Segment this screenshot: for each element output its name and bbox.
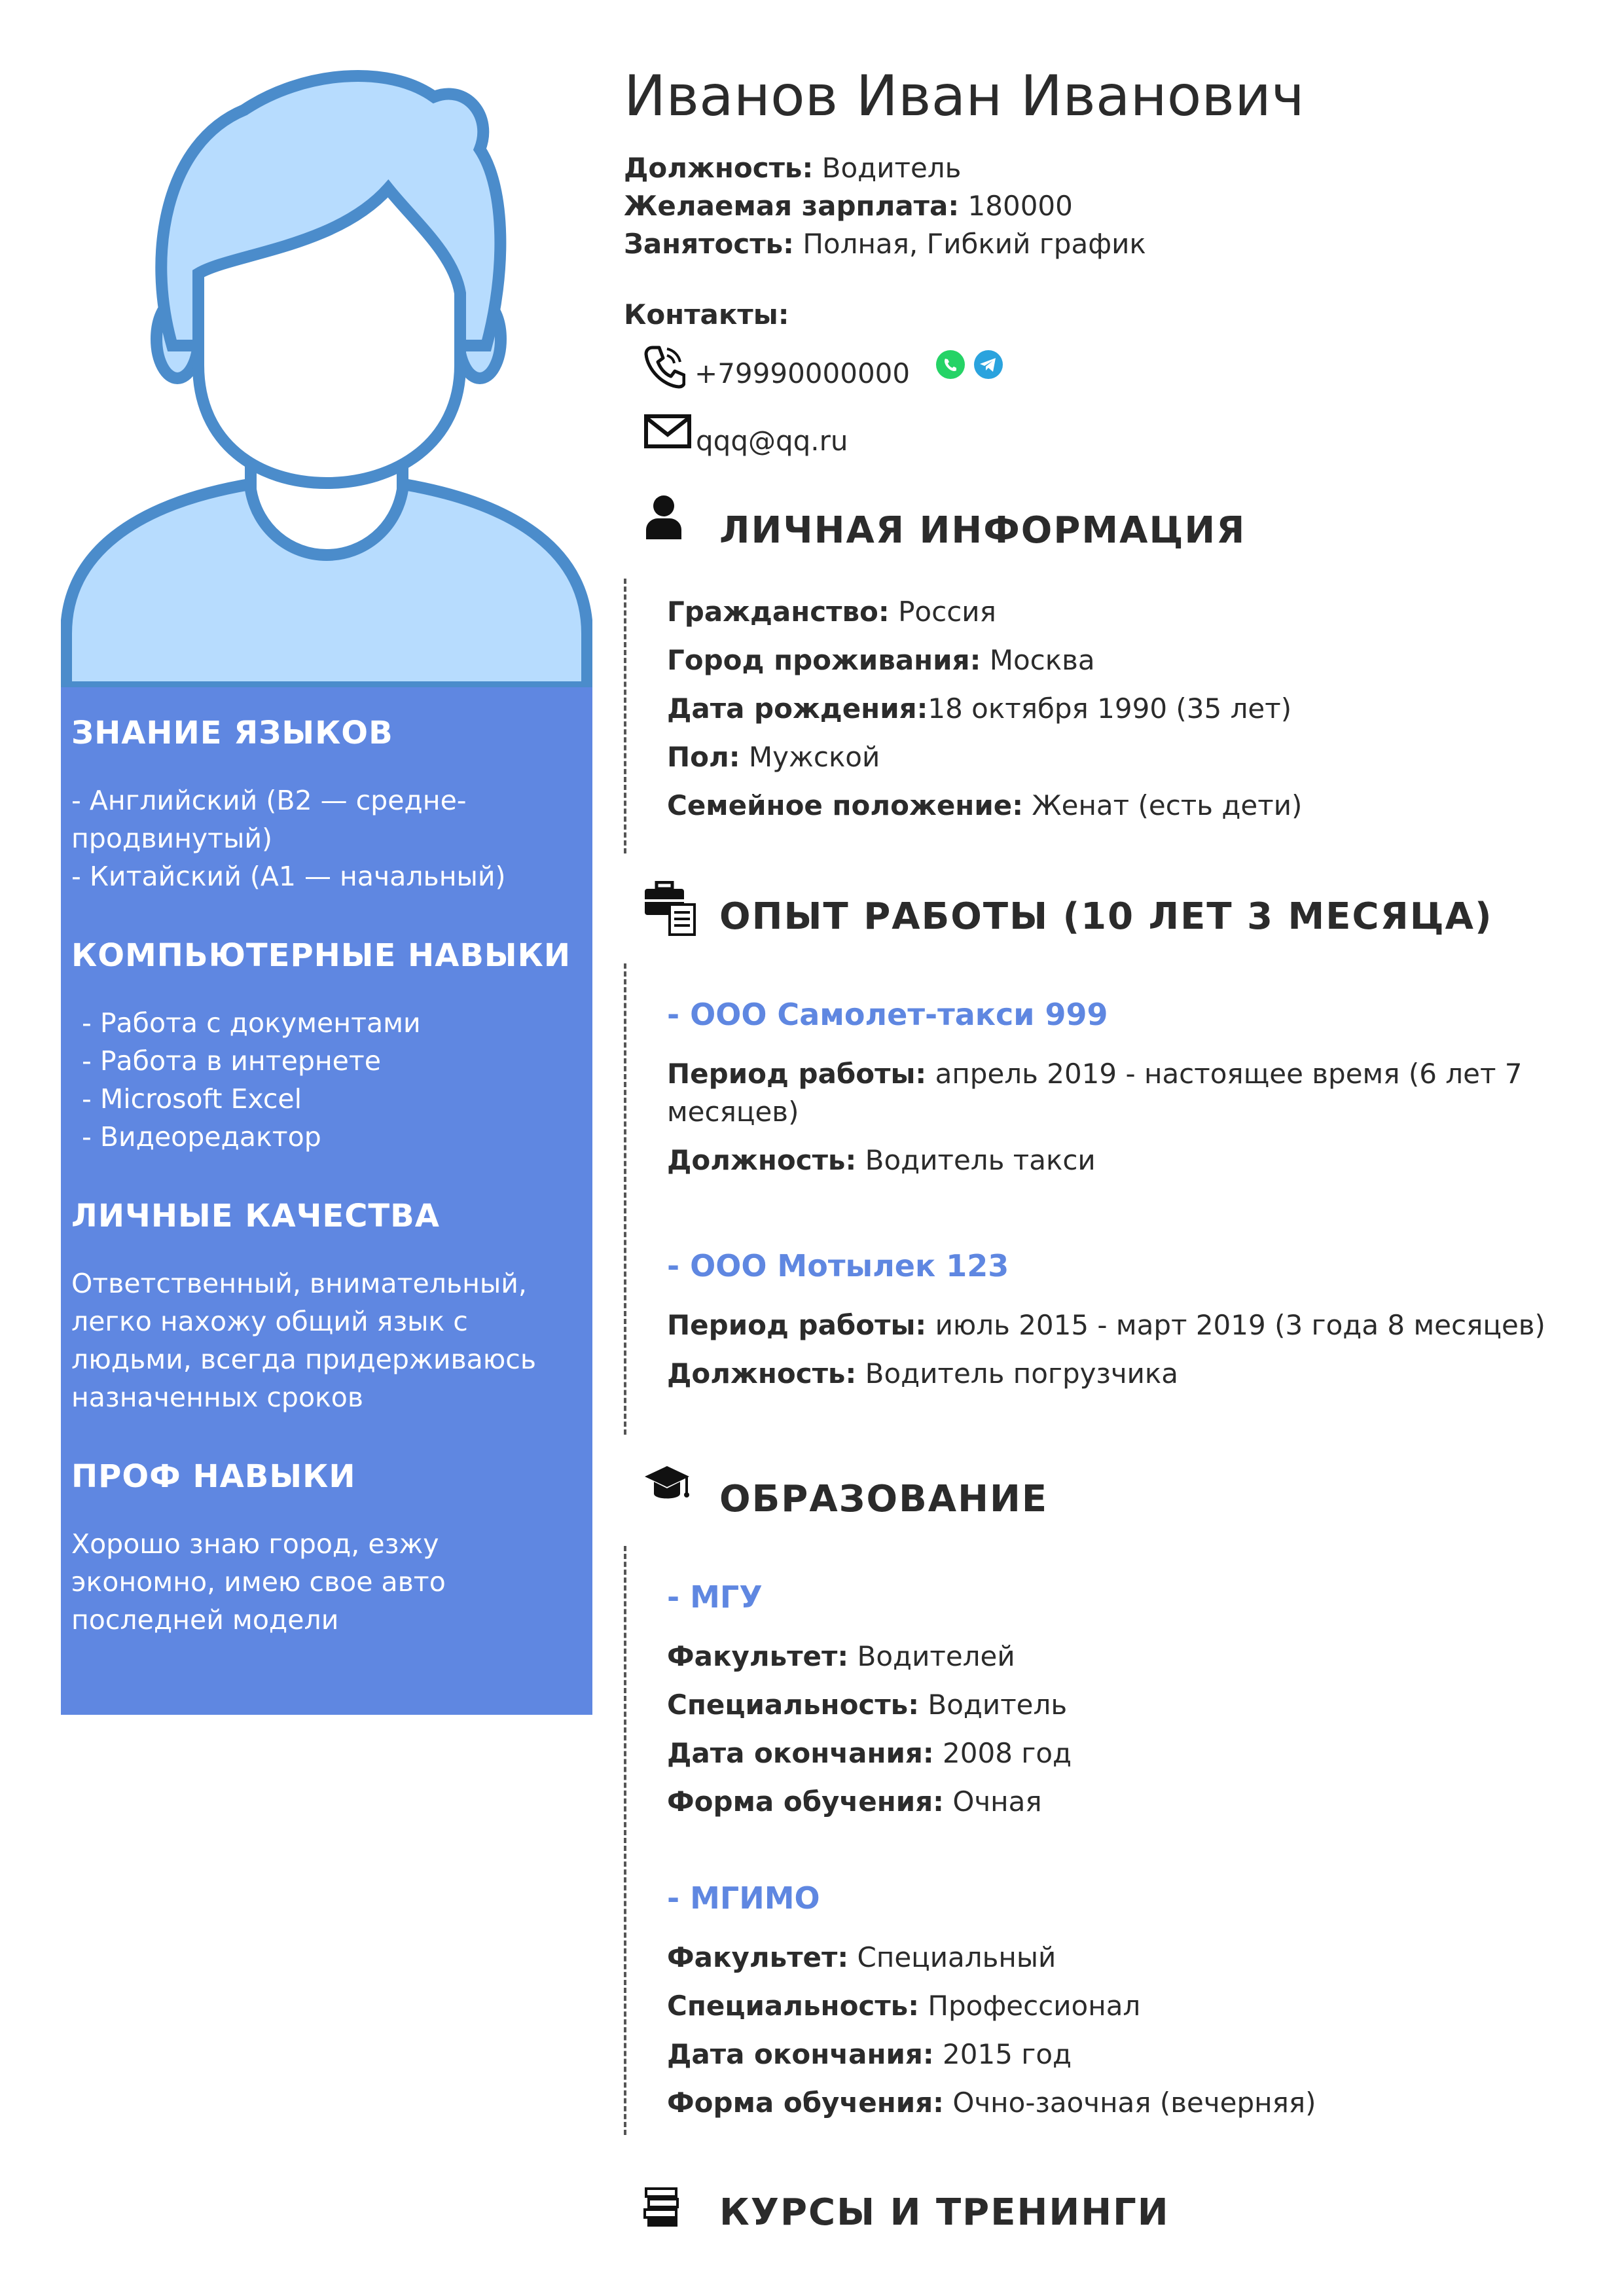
personal-section-title: ЛИЧНАЯ ИНФОРМАЦИЯ bbox=[719, 509, 1246, 552]
citizenship-value: Россия bbox=[898, 596, 996, 628]
job-period-label: Период работы: bbox=[667, 1309, 927, 1341]
edu-form-label: Форма обучения: bbox=[667, 2087, 944, 2119]
edu-spec-value: Профессионал bbox=[928, 1990, 1141, 2022]
edu-org: - МГИМО bbox=[667, 1880, 820, 1916]
timeline-line bbox=[624, 1546, 626, 2135]
edu-spec-line bbox=[667, 1987, 1140, 2025]
job-position-line bbox=[667, 1141, 1096, 1179]
prof-line: последней модели bbox=[71, 1604, 339, 1636]
family-label: Семейное положение: bbox=[667, 789, 1024, 821]
job-org: - ООО Мотылек 123 bbox=[667, 1248, 1009, 1283]
edu-faculty-line bbox=[667, 1638, 1015, 1676]
phone-row bbox=[643, 340, 1004, 393]
contacts-label: Контакты: bbox=[624, 298, 789, 331]
family-value: Женат (есть дети) bbox=[1032, 789, 1303, 821]
edu-spec-value: Водитель bbox=[928, 1689, 1068, 1721]
list-item: - Работа в интернете bbox=[82, 1045, 382, 1077]
phone-number[interactable]: +79990000000 bbox=[695, 357, 911, 389]
job-org: - ООО Самолет-такси 999 bbox=[667, 997, 1108, 1032]
edu-spec-label: Специальность: bbox=[667, 1990, 920, 2022]
salary-label: Желаемая зарплата: bbox=[624, 190, 960, 222]
edu-spec-label: Специальность: bbox=[667, 1689, 920, 1721]
employment-value: Полная, Гибкий график bbox=[803, 228, 1146, 260]
computer-skills-title: КОМПЬЮТЕРНЫЕ НАВЫКИ bbox=[71, 937, 571, 974]
avatar bbox=[61, 58, 592, 687]
job-position-label: Должность: bbox=[667, 1357, 857, 1390]
books-icon bbox=[643, 2186, 680, 2228]
citizenship-line bbox=[667, 593, 996, 631]
prof-skills-title: ПРОФ НАВЫКИ bbox=[71, 1458, 356, 1495]
job-position-label: Должность: bbox=[667, 1144, 857, 1176]
timeline-line bbox=[624, 579, 626, 853]
edu-faculty-label: Факультет: bbox=[667, 1941, 849, 1973]
salary-line bbox=[624, 187, 1073, 225]
job-period-value: июль 2015 - март 2019 (3 года 8 месяцев) bbox=[935, 1309, 1545, 1341]
edu-faculty-line bbox=[667, 1939, 1056, 1977]
edu-form-line bbox=[667, 1783, 1042, 1821]
position-value: Водитель bbox=[821, 152, 962, 184]
gender-label: Пол: bbox=[667, 741, 740, 773]
edu-end-line bbox=[667, 2036, 1072, 2073]
edu-form-label: Форма обучения: bbox=[667, 1785, 944, 1818]
job-period-line bbox=[667, 1306, 1545, 1344]
user-icon bbox=[643, 495, 684, 541]
city-value: Москва bbox=[989, 644, 1095, 676]
qualities-line: назначенных сроков bbox=[71, 1382, 364, 1413]
edu-form-line bbox=[667, 2084, 1316, 2122]
citizenship-label: Гражданство: bbox=[667, 596, 890, 628]
list-item: - Видеоредактор bbox=[82, 1121, 321, 1153]
languages-title: ЗНАНИЕ ЯЗЫКОВ bbox=[71, 715, 393, 751]
prof-line: экономно, имею свое авто bbox=[71, 1566, 446, 1598]
qualities-line: Ответственный, внимательный, bbox=[71, 1268, 527, 1299]
edu-faculty-value: Специальный bbox=[857, 1941, 1056, 1973]
job-position-value: Водитель погрузчика bbox=[865, 1357, 1179, 1390]
envelope-icon bbox=[643, 414, 692, 450]
job-period-label: Период работы: bbox=[667, 1058, 927, 1090]
edu-faculty-value: Водителей bbox=[857, 1640, 1015, 1672]
employment-label: Занятость: bbox=[624, 228, 794, 260]
edu-form-value: Очно-заочная (вечерняя) bbox=[952, 2087, 1316, 2119]
full-name: Иванов Иван Иванович bbox=[624, 63, 1305, 129]
whatsapp-icon[interactable] bbox=[935, 349, 966, 380]
list-item: - Microsoft Excel bbox=[82, 1083, 302, 1115]
prof-skills-text bbox=[71, 1525, 582, 1639]
languages-text bbox=[71, 781, 582, 895]
city-label: Город проживания: bbox=[667, 644, 981, 676]
edu-end-value: 2015 год bbox=[943, 2038, 1072, 2070]
edu-org: - МГУ bbox=[667, 1579, 763, 1615]
timeline-line bbox=[624, 963, 626, 1435]
job-position-value: Водитель такси bbox=[865, 1144, 1096, 1176]
courses-section-title: КУРСЫ И ТРЕНИНГИ bbox=[719, 2191, 1170, 2234]
birth-label: Дата рождения: bbox=[667, 692, 928, 725]
qualities-line: легко нахожу общий язык с bbox=[71, 1306, 468, 1337]
qualities-line: людьми, всегда придерживаюсь bbox=[71, 1344, 537, 1375]
education-section-title: ОБРАЗОВАНИЕ bbox=[719, 1478, 1049, 1520]
phone-icon bbox=[643, 344, 685, 389]
birth-value: 18 октября 1990 (35 лет) bbox=[928, 692, 1292, 725]
edu-end-label: Дата окончания: bbox=[667, 2038, 934, 2070]
salary-value: 180000 bbox=[967, 190, 1073, 222]
gender-line bbox=[667, 738, 880, 776]
family-line bbox=[667, 787, 1302, 825]
edu-spec-line bbox=[667, 1686, 1067, 1724]
briefcase-icon bbox=[643, 881, 698, 936]
edu-end-label: Дата окончания: bbox=[667, 1737, 934, 1769]
prof-line: Хорошо знаю город, езжу bbox=[71, 1528, 439, 1560]
experience-section-title: ОПЫТ РАБОТЫ (10 ЛЕТ 3 МЕСЯЦА) bbox=[719, 895, 1493, 938]
edu-form-value: Очная bbox=[952, 1785, 1042, 1818]
position-label: Должность: bbox=[624, 152, 814, 184]
sidebar bbox=[61, 687, 592, 1715]
languages-line: продвинутый) bbox=[71, 823, 273, 854]
edu-end-value: 2008 год bbox=[943, 1737, 1072, 1769]
city-line bbox=[667, 641, 1095, 679]
graduation-cap-icon bbox=[643, 1463, 691, 1509]
job-period-line bbox=[667, 1055, 1538, 1131]
position-line bbox=[624, 149, 961, 187]
birth-line bbox=[667, 690, 1291, 728]
job-position-line bbox=[667, 1355, 1178, 1393]
email-address[interactable]: qqq@qq.ru bbox=[696, 424, 848, 457]
languages-line: - Китайский (A1 — начальный) bbox=[71, 861, 506, 892]
qualities-text bbox=[71, 1265, 582, 1416]
computer-skills-list bbox=[71, 1004, 582, 1156]
list-item: - Работа с документами bbox=[82, 1007, 421, 1039]
edu-end-line bbox=[667, 1734, 1072, 1772]
edu-faculty-label: Факультет: bbox=[667, 1640, 849, 1672]
telegram-icon[interactable] bbox=[973, 349, 1004, 380]
gender-value: Мужской bbox=[748, 741, 880, 773]
qualities-title: ЛИЧНЫЕ КАЧЕСТВА bbox=[71, 1198, 440, 1234]
email-row bbox=[643, 406, 848, 458]
job-period-value: апрель 2019 - настоящее время (6 лет 7 месяцев) bbox=[667, 1058, 1523, 1128]
employment-line bbox=[624, 225, 1146, 263]
languages-line: - Английский (B2 — средне- bbox=[71, 785, 467, 816]
